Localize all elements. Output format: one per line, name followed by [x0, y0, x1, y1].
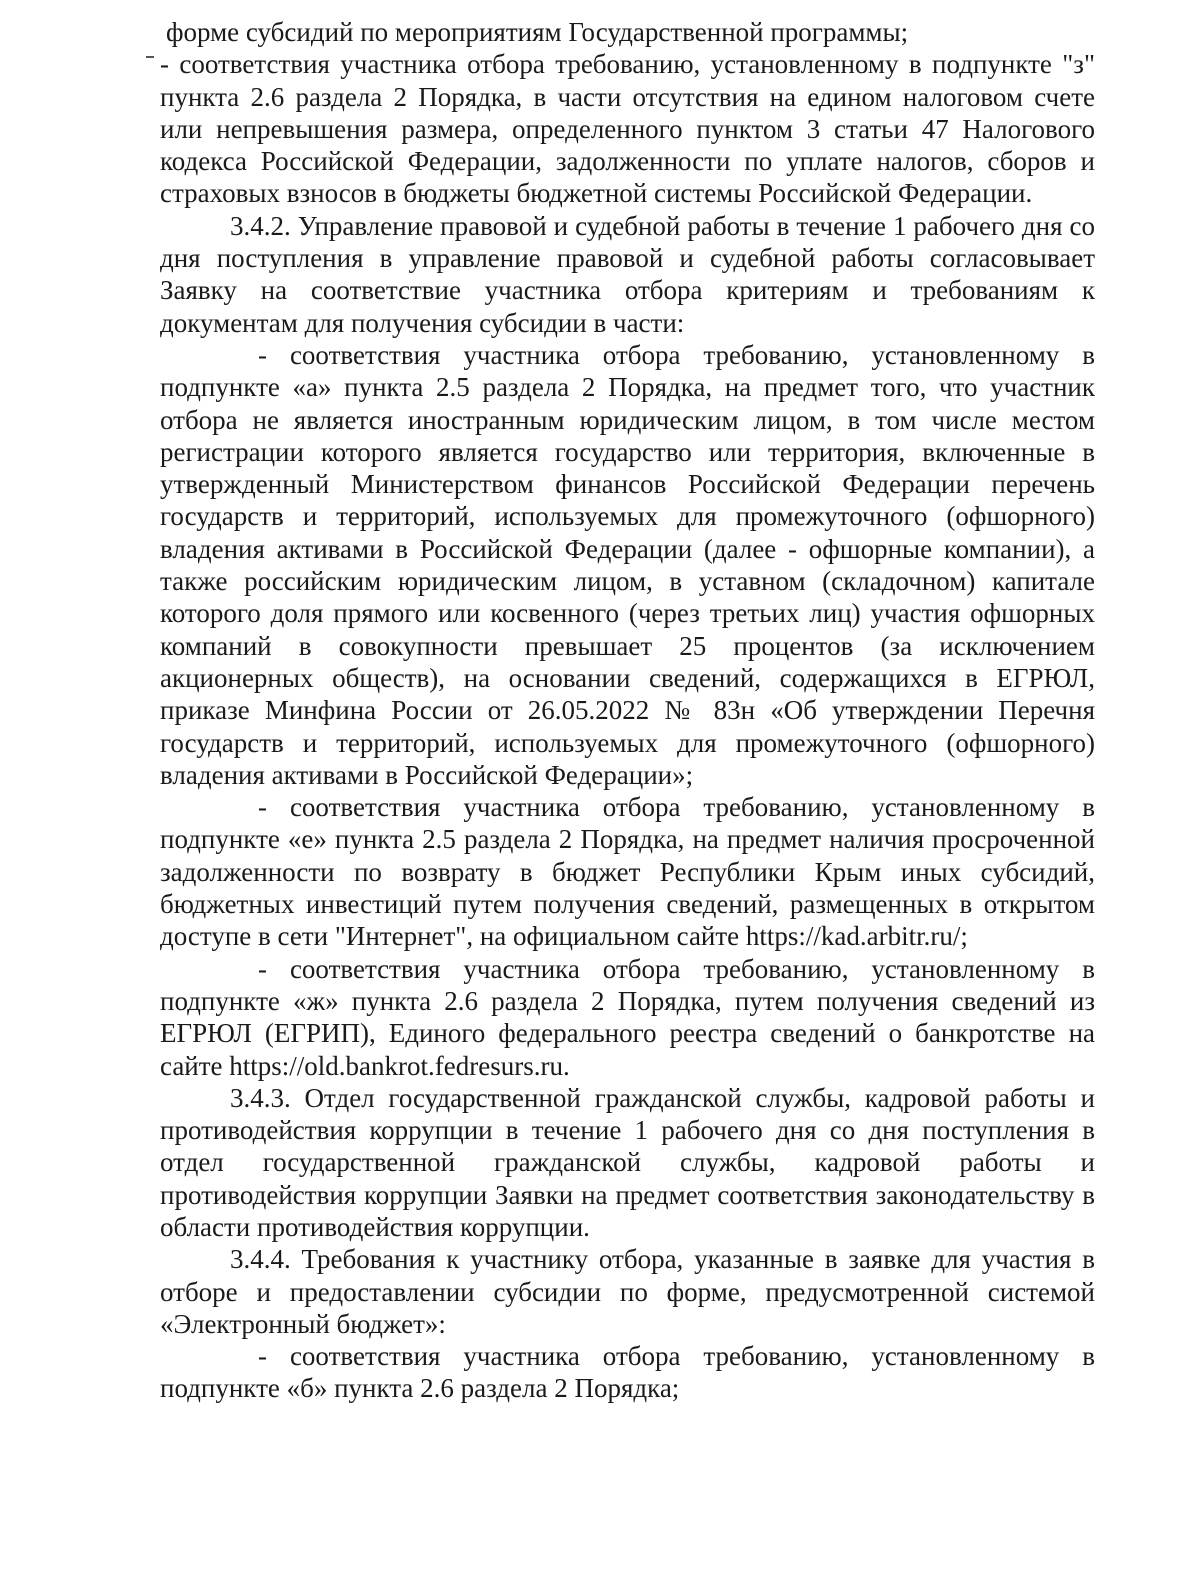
paragraph-3-4-3: 3.4.3. Отдел государственной гражданской службы, кадровой работы и противодействия коррупции в течение 1 рабочего дня со дня поступления в отдел государственной гражданской службы, кадровой работы и противодействия коррупции Заявки на предмет соответствия законодательству в области противодействия коррупции.	[160, 1082, 1095, 1242]
paragraph-continuation: форме субсидий по мероприятиям Государственной программы;	[166, 17, 909, 47]
paragraph-bullet-offshore: - соответствия участника отбора требованию, установленному в подпункте «а» пункта 2.5 раздела 2 Порядка, на предмет того, что участник отбора не является иностранным юридическим лицом, в том числе местом регистрации которого является государство или территория, включенные в утвержденный Министерством финансов Российской Федерации перечень государств и территорий, используемых для промежуточного (офшорного) владения активами в Российской Федерации (далее - офшорные компании), а также российским юридическим лицом, в уставном (складочном) капитале которого доля прямого или косвенного (через третьих лиц) участия офшорных компаний в совокупности превышает 25 процентов (за исключением акционерных обществ), на основании сведений, содержащихся в ЕГРЮЛ, приказе Минфина России от 26.05.2022 № 83н «Об утверждении Перечня государств и территорий, используемых для промежуточного (офшорного) владения активами в Российской Федерации»;	[160, 339, 1095, 790]
document-body	[160, 16, 1095, 1405]
paragraph-3-4-4: 3.4.4. Требования к участнику отбора, указанные в заявке для участия в отборе и предоставлении субсидии по форме, предусмотренной системой «Электронный бюджет»:	[160, 1244, 1095, 1339]
paragraph-bullet-subpoint-b: - соответствия участника отбора требованию, установленному в подпункте «б» пункта 2.6 раздела 2 Порядка;	[160, 1341, 1095, 1404]
paragraph-3-4-2: 3.4.2. Управление правовой и судебной работы в течение 1 рабочего дня со дня поступления в управление правовой и судебной работы согласовывает Заявку на соответствие участника отбора критериям и требованиям к документам для получения субсидии в части:	[160, 210, 1095, 338]
paragraph-bullet-tax-debt: - соответствия участника отбора требованию, установленному в подпункте "з" пункта 2.6 раздела 2 Порядка, в части отсутствия на едином налоговом счете или непревышения размера, определенного пунктом 3 статьи 47 Налогового кодекса Российской Федерации, задолженности по уплате налогов, сборов и страховых взносов в бюджеты бюджетной системы Российской Федерации.	[160, 49, 1095, 209]
paragraph-bullet-overdue-debt: - соответствия участника отбора требованию, установленному в подпункте «е» пункта 2.5 раздела 2 Порядка, на предмет наличия просроченной задолженности по возврату в бюджет Республики Крым иных субсидий, бюджетных инвестиций путем получения сведений, размещенных в открытом доступе в сети "Интернет", на официальном сайте https://kad.arbitr.ru/;	[160, 792, 1095, 952]
scan-mark	[146, 56, 154, 58]
paragraph-bullet-bankruptcy: - соответствия участника отбора требованию, установленному в подпункте «ж» пункта 2.6 раздела 2 Порядка, путем получения сведений из ЕГРЮЛ (ЕГРИП), Единого федерального реестра сведений о банкротстве на сайте https://old.bankrot.fedresurs.ru.	[160, 953, 1095, 1081]
